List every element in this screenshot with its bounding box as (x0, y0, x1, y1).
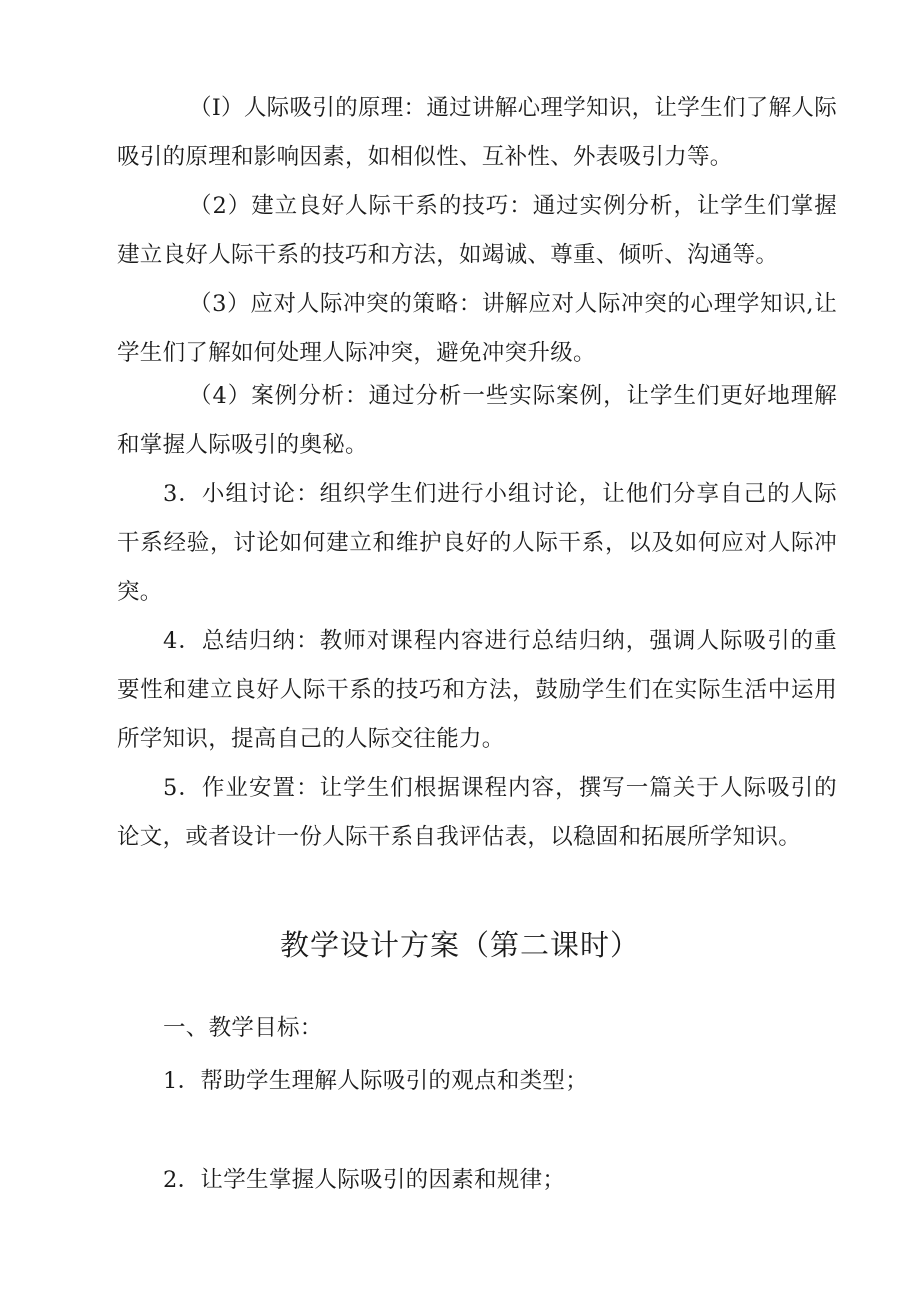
objective-item: 1．帮助学生理解人际吸引的观点和类型； (163, 1068, 589, 1094)
paragraph-summary: 4．总结归纳：教师对课程内容进行总结归纳，强调人际吸引的重要性和建立良好人际干系的技巧和方法，鼓励学生们在实际生活中运用所学知识，提高自己的人际交往能力。 (117, 628, 837, 752)
paragraph-case-analysis: （4）案例分析：通过分析一些实际案例，让学生们更好地理解和掌握人际吸引的奥秘。 (117, 383, 837, 458)
section-title: 教学设计方案（第二课时） (279, 928, 640, 962)
paragraph-principle: （I）人际吸引的原理：通过讲解心理学知识，让学生们了解人际吸引的原理和影响因素，如相似性、互补性、外表吸引力等。 (117, 95, 837, 170)
objective-item: 2．让学生掌握人际吸引的因素和规律； (163, 1167, 566, 1193)
paragraph-conflict-strategy: （3）应对人际冲突的策略：讲解应对人际冲突的心理学知识,让学生们了解如何处理人际冲突，避免冲突升级。 (117, 291, 837, 366)
objectives-heading: 一、教学目标： (163, 1015, 323, 1041)
paragraph-homework: 5．作业安置：让学生们根据课程内容，撰写一篇关于人际吸引的论文，或者设计一份人际干系自我评估表，以稳固和拓展所学知识。 (117, 775, 837, 850)
paragraph-group-discussion: 3．小组讨论：组织学生们进行小组讨论，让他们分享自己的人际干系经验，讨论如何建立和维护良好的人际干系，以及如何应对人际冲突。 (117, 481, 837, 605)
paragraph-skills: （2）建立良好人际干系的技巧：通过实例分析，让学生们掌握建立良好人际干系的技巧和方法，如竭诚、尊重、倾听、沟通等。 (117, 193, 837, 268)
